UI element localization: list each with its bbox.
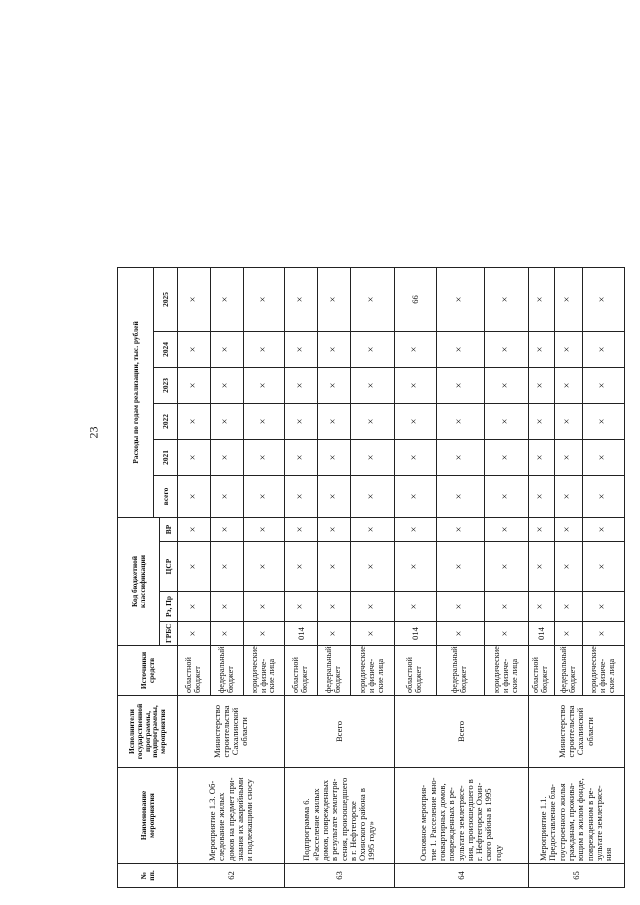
y2025-value: 66 xyxy=(394,267,436,331)
rzpr-cell: × xyxy=(554,592,582,622)
rzpr-cell: × xyxy=(583,592,625,622)
header-2024: 2024 xyxy=(154,331,178,367)
source-federal: федеральный бюджет xyxy=(436,646,484,696)
source-legal: юридические и физиче- ские лица xyxy=(484,646,528,696)
total-cell: × xyxy=(210,475,243,517)
csr-cell: × xyxy=(554,542,582,592)
source-federal: федеральный бюджет xyxy=(554,646,582,696)
csr-cell: × xyxy=(285,542,318,592)
y2023-cell: × xyxy=(243,367,285,403)
vr-cell: × xyxy=(318,517,351,541)
header-executor: Исполнители государственной программы, подпрограммы, мероприятия xyxy=(118,696,178,768)
y2022-cell: × xyxy=(554,403,582,439)
y2023-cell: × xyxy=(285,367,318,403)
y2022-cell: × xyxy=(528,403,554,439)
y2022-cell: × xyxy=(484,403,528,439)
y2025-cell: × xyxy=(210,267,243,331)
rzpr-cell: × xyxy=(528,592,554,622)
vr-cell: × xyxy=(528,517,554,541)
y2024-cell: × xyxy=(484,331,528,367)
y2021-cell: × xyxy=(318,439,351,475)
y2024-cell: × xyxy=(436,331,484,367)
y2022-cell: × xyxy=(436,403,484,439)
grbs-code: 014 xyxy=(285,622,318,646)
y2021-cell: × xyxy=(243,439,285,475)
y2023-cell: × xyxy=(318,367,351,403)
y2025-cell: × xyxy=(583,267,625,331)
source-regional: областной бюджет xyxy=(178,646,211,696)
measure-name: Основное мероприя- тие 1. Расселение мно- гоквартирных домов, поврежденных в ре- зультате землетрясе- ния, произошедшего в г. Нефтегорске Охин- ского района в 1995 году xyxy=(394,768,528,864)
header-name: Наименование мероприятия xyxy=(118,768,178,864)
y2024-cell: × xyxy=(178,331,211,367)
grbs-code: 014 xyxy=(528,622,554,646)
source-legal: юридические и физиче- ские лица xyxy=(583,646,625,696)
csr-cell: × xyxy=(583,542,625,592)
total-cell: × xyxy=(583,475,625,517)
y2021-cell: × xyxy=(351,439,395,475)
y2022-cell: × xyxy=(285,403,318,439)
y2023-cell: × xyxy=(484,367,528,403)
y2021-cell: × xyxy=(285,439,318,475)
header-vr: ВР xyxy=(160,517,178,541)
rzpr-cell: × xyxy=(484,592,528,622)
header-expenses: Расходы по годам реализации, тыс. рублей xyxy=(118,267,154,517)
y2023-cell: × xyxy=(351,367,395,403)
grbs-code: 014 xyxy=(394,622,436,646)
source-legal: юридические и физиче- ские лица xyxy=(243,646,285,696)
y2021-cell: × xyxy=(583,439,625,475)
table-row xyxy=(285,267,318,887)
vr-cell: × xyxy=(285,517,318,541)
y2023-cell: × xyxy=(436,367,484,403)
y2023-cell: × xyxy=(528,367,554,403)
y2025-cell: × xyxy=(351,267,395,331)
total-cell: × xyxy=(528,475,554,517)
y2023-cell: × xyxy=(394,367,436,403)
header-source: Источники средств xyxy=(118,646,178,696)
grbs-cell: × xyxy=(436,622,484,646)
rzpr-cell: × xyxy=(243,592,285,622)
y2021-cell: × xyxy=(554,439,582,475)
header-2022: 2022 xyxy=(154,403,178,439)
csr-cell: × xyxy=(394,542,436,592)
source-regional: областной бюджет xyxy=(394,646,436,696)
y2022-cell: × xyxy=(243,403,285,439)
vr-cell: × xyxy=(243,517,285,541)
y2023-cell: × xyxy=(554,367,582,403)
total-cell: × xyxy=(243,475,285,517)
vr-cell: × xyxy=(178,517,211,541)
executor: Министерство строительства Сахалинской области xyxy=(528,696,624,768)
y2021-cell: × xyxy=(394,439,436,475)
y2024-cell: × xyxy=(351,331,395,367)
grbs-cell: × xyxy=(178,622,211,646)
vr-cell: × xyxy=(554,517,582,541)
rzpr-cell: × xyxy=(351,592,395,622)
header-rzpr: Рз, Пр xyxy=(160,592,178,622)
vr-cell: × xyxy=(351,517,395,541)
grbs-cell: × xyxy=(351,622,395,646)
csr-cell: × xyxy=(210,542,243,592)
measure-name: Мероприятие 1.3. Об- следование жилых домов на предмет при- знания их аварийными и подлежащими сносу xyxy=(178,768,285,864)
budget-table xyxy=(117,267,625,888)
measure-name: Подпрограмма 6. «Расселение жилых домов, поврежденных в результате землетря- сения, произошедшего в г. Нефтегорске Охинского района в 1995 году» xyxy=(285,768,395,864)
y2025-cell: × xyxy=(285,267,318,331)
header-num: № пп. xyxy=(118,864,178,888)
header-total: всего xyxy=(154,475,178,517)
csr-cell: × xyxy=(528,542,554,592)
y2023-cell: × xyxy=(178,367,211,403)
row-number: 64 xyxy=(394,864,528,888)
y2025-cell: × xyxy=(178,267,211,331)
y2024-cell: × xyxy=(394,331,436,367)
total-cell: × xyxy=(351,475,395,517)
row-number: 63 xyxy=(285,864,395,888)
y2025-cell: × xyxy=(436,267,484,331)
y2024-cell: × xyxy=(210,331,243,367)
csr-cell: × xyxy=(484,542,528,592)
measure-name: Мероприятие 1.1. Предоставление бла- гоустроенного жилья гражданам, прожива- ющим в жилом фонде, поврежденном в ре- зультате землетрясе- ния xyxy=(528,768,624,864)
executor: Министерство строительства Сахалинской области xyxy=(178,696,285,768)
y2024-cell: × xyxy=(583,331,625,367)
total-cell: × xyxy=(394,475,436,517)
total-cell: × xyxy=(554,475,582,517)
grbs-cell: × xyxy=(484,622,528,646)
source-regional: областной бюджет xyxy=(528,646,554,696)
table-row xyxy=(178,267,211,887)
total-cell: × xyxy=(178,475,211,517)
row-number: 65 xyxy=(528,864,624,888)
header-csr: ЦСР xyxy=(160,542,178,592)
y2022-cell: × xyxy=(583,403,625,439)
grbs-cell: × xyxy=(243,622,285,646)
y2025-cell: × xyxy=(528,267,554,331)
row-number: 62 xyxy=(178,864,285,888)
y2022-cell: × xyxy=(178,403,211,439)
rotated-page xyxy=(117,268,625,888)
total-cell: × xyxy=(484,475,528,517)
source-federal: федеральный бюджет xyxy=(210,646,243,696)
y2024-cell: × xyxy=(285,331,318,367)
y2024-cell: × xyxy=(528,331,554,367)
y2021-cell: × xyxy=(528,439,554,475)
grbs-cell: × xyxy=(554,622,582,646)
source-federal: федеральный бюджет xyxy=(318,646,351,696)
table-row xyxy=(394,267,436,887)
total-cell: × xyxy=(285,475,318,517)
header-grbs: ГРБС xyxy=(160,622,178,646)
grbs-cell: × xyxy=(210,622,243,646)
header-2021: 2021 xyxy=(154,439,178,475)
y2023-cell: × xyxy=(583,367,625,403)
source-legal: юридические и физиче- ские лица xyxy=(351,646,395,696)
header-kbk: Код бюджетной классификации xyxy=(118,517,160,645)
vr-cell: × xyxy=(436,517,484,541)
vr-cell: × xyxy=(484,517,528,541)
grbs-cell: × xyxy=(318,622,351,646)
total-cell: × xyxy=(318,475,351,517)
page-number: 23 xyxy=(86,426,101,439)
grbs-cell: × xyxy=(583,622,625,646)
table-row xyxy=(528,267,554,887)
y2021-cell: × xyxy=(178,439,211,475)
y2025-cell: × xyxy=(318,267,351,331)
vr-cell: × xyxy=(583,517,625,541)
y2023-cell: × xyxy=(210,367,243,403)
y2022-cell: × xyxy=(318,403,351,439)
vr-cell: × xyxy=(394,517,436,541)
vr-cell: × xyxy=(210,517,243,541)
y2024-cell: × xyxy=(318,331,351,367)
csr-cell: × xyxy=(318,542,351,592)
header-2025: 2025 xyxy=(154,267,178,331)
rzpr-cell: × xyxy=(318,592,351,622)
y2022-cell: × xyxy=(351,403,395,439)
rzpr-cell: × xyxy=(394,592,436,622)
y2022-cell: × xyxy=(394,403,436,439)
y2021-cell: × xyxy=(210,439,243,475)
csr-cell: × xyxy=(178,542,211,592)
y2021-cell: × xyxy=(436,439,484,475)
y2024-cell: × xyxy=(243,331,285,367)
csr-cell: × xyxy=(351,542,395,592)
csr-cell: × xyxy=(243,542,285,592)
y2024-cell: × xyxy=(554,331,582,367)
executor: Всего xyxy=(394,696,528,768)
rzpr-cell: × xyxy=(178,592,211,622)
rzpr-cell: × xyxy=(436,592,484,622)
y2021-cell: × xyxy=(484,439,528,475)
y2025-cell: × xyxy=(484,267,528,331)
source-regional: областной бюджет xyxy=(285,646,318,696)
y2022-cell: × xyxy=(210,403,243,439)
y2025-cell: × xyxy=(554,267,582,331)
y2025-cell: × xyxy=(243,267,285,331)
total-cell: × xyxy=(436,475,484,517)
header-2023: 2023 xyxy=(154,367,178,403)
rzpr-cell: × xyxy=(210,592,243,622)
executor: Всего xyxy=(285,696,395,768)
csr-cell: × xyxy=(436,542,484,592)
rzpr-cell: × xyxy=(285,592,318,622)
